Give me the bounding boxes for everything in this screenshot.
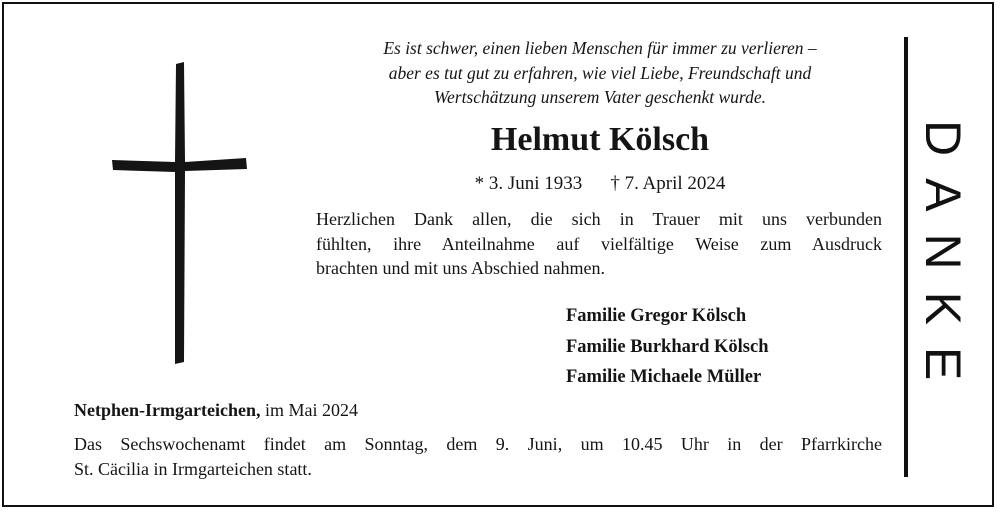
- thanks-text: [316, 207, 882, 281]
- death-date: † 7. April 2024: [610, 173, 726, 194]
- deceased-name: Helmut Kölsch: [490, 121, 710, 158]
- place-name: Netphen-Irmgarteichen,: [74, 400, 261, 420]
- family-name: Familie Gregor Kölsch: [566, 306, 747, 326]
- side-heading-text: DANKE: [915, 120, 971, 403]
- notice-line: Das Sechswochenamt findet am Sonntag, dem 9. Juni, um 10.45 Uhr in der Pfarrkirche: [74, 434, 882, 454]
- place-and-date: [74, 398, 358, 422]
- notice-line: St. Cäcilia in Irmgarteichen statt.: [74, 458, 312, 479]
- family-name: Familie Burkhard Kölsch: [566, 336, 769, 357]
- thanks-line: brachten und mit uns Abschied nahmen.: [316, 258, 605, 278]
- quote-line: aber es tut gut zu erfahren, wie viel Liebe, Freundschaft und: [388, 62, 812, 83]
- thanks-line: fühlten, ihre Anteilnahme auf vielfältige Weise zum Ausdruck: [316, 233, 882, 254]
- mass-notice: [74, 432, 882, 481]
- issue-date: im Mai 2024: [264, 400, 358, 420]
- quote-line: Wertschätzung unserem Vater geschenkt wurde.: [434, 87, 766, 107]
- side-heading: [915, 120, 971, 403]
- thanks-line: Herzlichen Dank allen, die sich in Trauer mit uns verbunden: [316, 209, 882, 229]
- quote-line: Es ist schwer, einen lieben Menschen für immer zu verlieren –: [383, 38, 817, 58]
- memorial-quote: [300, 36, 900, 110]
- life-dates: [300, 172, 900, 196]
- divider-line: [904, 37, 908, 477]
- family-signatures: [566, 301, 769, 393]
- birth-date: * 3. Juni 1933: [474, 173, 583, 194]
- family-name: Familie Michaele Müller: [566, 367, 762, 387]
